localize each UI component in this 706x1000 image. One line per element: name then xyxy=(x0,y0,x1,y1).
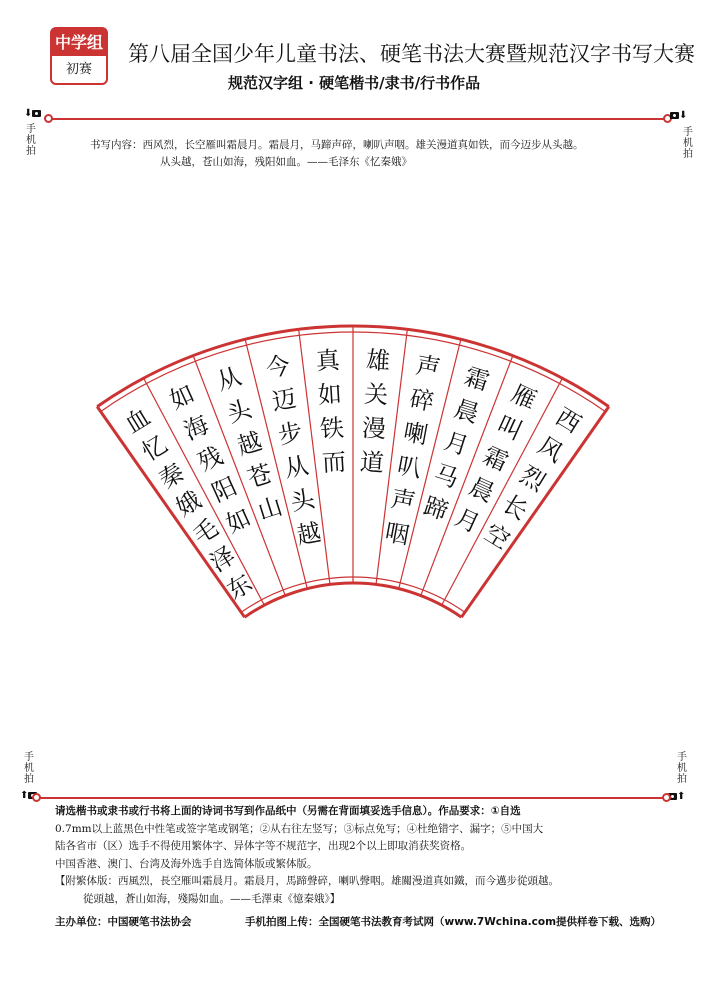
fan-character: 步 xyxy=(275,417,305,450)
fan-character: 越 xyxy=(233,426,266,461)
fan-character: 残 xyxy=(193,441,228,477)
camera-icon xyxy=(32,110,41,117)
fan-character: 咽 xyxy=(382,518,412,551)
fan-character: 头 xyxy=(223,394,255,429)
fan-character: 毛 xyxy=(188,513,224,550)
fan-character: 泽 xyxy=(205,541,241,578)
instructions-traditional-1: 【附繁体版：西風烈，長空雁叫霜晨月。霜晨月，馬蹄聲碎，喇叭聲咽。雄關漫道真如鐵，而今邁步從頭越。 xyxy=(55,875,559,887)
top-divider xyxy=(50,118,666,120)
instructions-line-1: 请选楷书或隶书或行书将上面的诗词书写到作品纸中（另需在背面填妥选手信息）。作品要求：①自选 xyxy=(55,805,521,817)
bottom-divider xyxy=(38,797,665,799)
divider-cap-left xyxy=(44,114,53,123)
fan-character: 山 xyxy=(254,491,286,526)
instructions-traditional-2: 從頭越，蒼山如海，殘陽如血。——毛澤東《憶秦娥》】 xyxy=(83,892,341,905)
fan-character: 越 xyxy=(294,518,324,551)
fan-character: 头 xyxy=(288,484,318,517)
fan-character: 晨 xyxy=(451,394,483,429)
fan-character: 铁 xyxy=(319,413,345,444)
fan-character: 海 xyxy=(179,410,213,446)
fan-character: 阳 xyxy=(207,472,242,508)
fan-character: 霜 xyxy=(461,362,493,397)
fan-character: 雄 xyxy=(365,346,391,376)
instructions-block xyxy=(55,803,675,908)
fan-character: 忆 xyxy=(137,430,173,467)
camera-icon xyxy=(670,112,679,119)
fan-character: 关 xyxy=(363,379,389,410)
fan-character: 月 xyxy=(450,503,485,539)
fan-character: 马 xyxy=(430,459,462,494)
side-label-bottom-right: 手机拍 xyxy=(677,752,687,785)
side-label-bottom-left: 手机拍 xyxy=(24,752,34,785)
fan-character: 叭 xyxy=(395,451,424,484)
footer-upload-info: 手机拍图上传：全国硬笔书法教育考试网（www.7Wchina.com提供样卷下载、选购） xyxy=(245,916,662,928)
group-badge xyxy=(50,27,108,85)
arrow-up-icon: ⬆ xyxy=(677,791,686,802)
fan-character: 蹄 xyxy=(420,491,452,526)
arrow-down-icon: ⬇ xyxy=(679,110,688,121)
arrow-down-icon: ⬇ xyxy=(24,108,33,119)
badge-group-label: 中学组 xyxy=(52,29,106,56)
top-right-marker xyxy=(670,110,687,121)
divider-cap-right xyxy=(662,793,671,802)
fan-character: 如 xyxy=(221,503,256,539)
fan-character: 东 xyxy=(222,568,258,606)
fan-character: 风 xyxy=(532,431,569,468)
fan-character: 烈 xyxy=(515,460,551,497)
side-label-top-left: 手机拍 xyxy=(26,124,36,157)
page-subtitle: 规范汉字组 · 硬笔楷书/隶书/行书作品 xyxy=(228,74,481,92)
fan-character: 苍 xyxy=(244,459,276,494)
top-left-marker xyxy=(24,108,41,119)
fan-character: 碎 xyxy=(407,384,437,417)
fan-writing-area xyxy=(0,300,706,620)
fan-character: 漫 xyxy=(361,413,387,444)
fan-character: 空 xyxy=(479,518,515,555)
fan-character: 声 xyxy=(388,484,418,517)
fan-character: 而 xyxy=(321,447,347,478)
badge-round-label: 初赛 xyxy=(65,62,92,77)
fan-character: 今 xyxy=(263,350,293,383)
fan-character: 晨 xyxy=(464,472,499,508)
fan-character: 月 xyxy=(440,426,473,461)
fan-character: 声 xyxy=(413,350,443,383)
fan-character: 真 xyxy=(315,346,341,376)
fan-character: 霜 xyxy=(478,441,513,477)
fan-character: 西 xyxy=(550,402,586,439)
footer-organizer: 主办单位：中国硬笔书法协会 xyxy=(55,916,192,928)
divider-cap-left xyxy=(32,793,41,802)
fan-character: 迈 xyxy=(269,384,299,417)
fan-character: 长 xyxy=(497,489,533,526)
fan-character: 道 xyxy=(359,447,385,478)
fan-character: 从 xyxy=(213,362,245,397)
fan-character: 从 xyxy=(282,451,311,484)
page-title: 第八届全国少年儿童书法、硬笔书法大赛暨规范汉字书写大赛 xyxy=(128,42,695,66)
fan-character: 喇 xyxy=(401,417,431,450)
content-line-1: 西风烈，长空雁叫霜晨月。霜晨月，马蹄声碎，喇叭声咽。雄关漫道真如铁，而今迈步从头越。 xyxy=(142,139,584,151)
side-label-top-right: 手机拍 xyxy=(683,127,693,160)
instructions-line-2: 0.7mm以上蓝黑色中性笔或签字笔或钢笔；②从右往左竖写；③标点免写；④杜绝错字、漏字；⑤中国大 xyxy=(55,822,544,835)
content-label: 书写内容： xyxy=(90,139,143,151)
instructions-line-4: 中国香港、澳门、台湾及海外选手自选简体版或繁体版。 xyxy=(55,857,318,870)
poem-content xyxy=(90,137,650,171)
fan-character: 如 xyxy=(317,379,343,410)
content-line-2: 从头越，苍山如海，残阳如血。——毛泽东《忆秦娥》 xyxy=(160,156,412,168)
instructions-line-3: 陆各省市（区）选手不得使用繁体字、异体字等不规范字，出现2个以上即取消获奖资格。 xyxy=(55,840,472,852)
fan-inner-arc xyxy=(245,583,462,617)
fan-character: 娥 xyxy=(171,485,207,523)
fan-character: 秦 xyxy=(154,457,190,495)
fan-character: 如 xyxy=(165,379,199,415)
fan-character: 雁 xyxy=(507,379,541,415)
fan-character: 血 xyxy=(120,402,156,439)
arrow-up-icon: ⬆ xyxy=(20,790,29,801)
fan-character: 叫 xyxy=(493,410,527,446)
